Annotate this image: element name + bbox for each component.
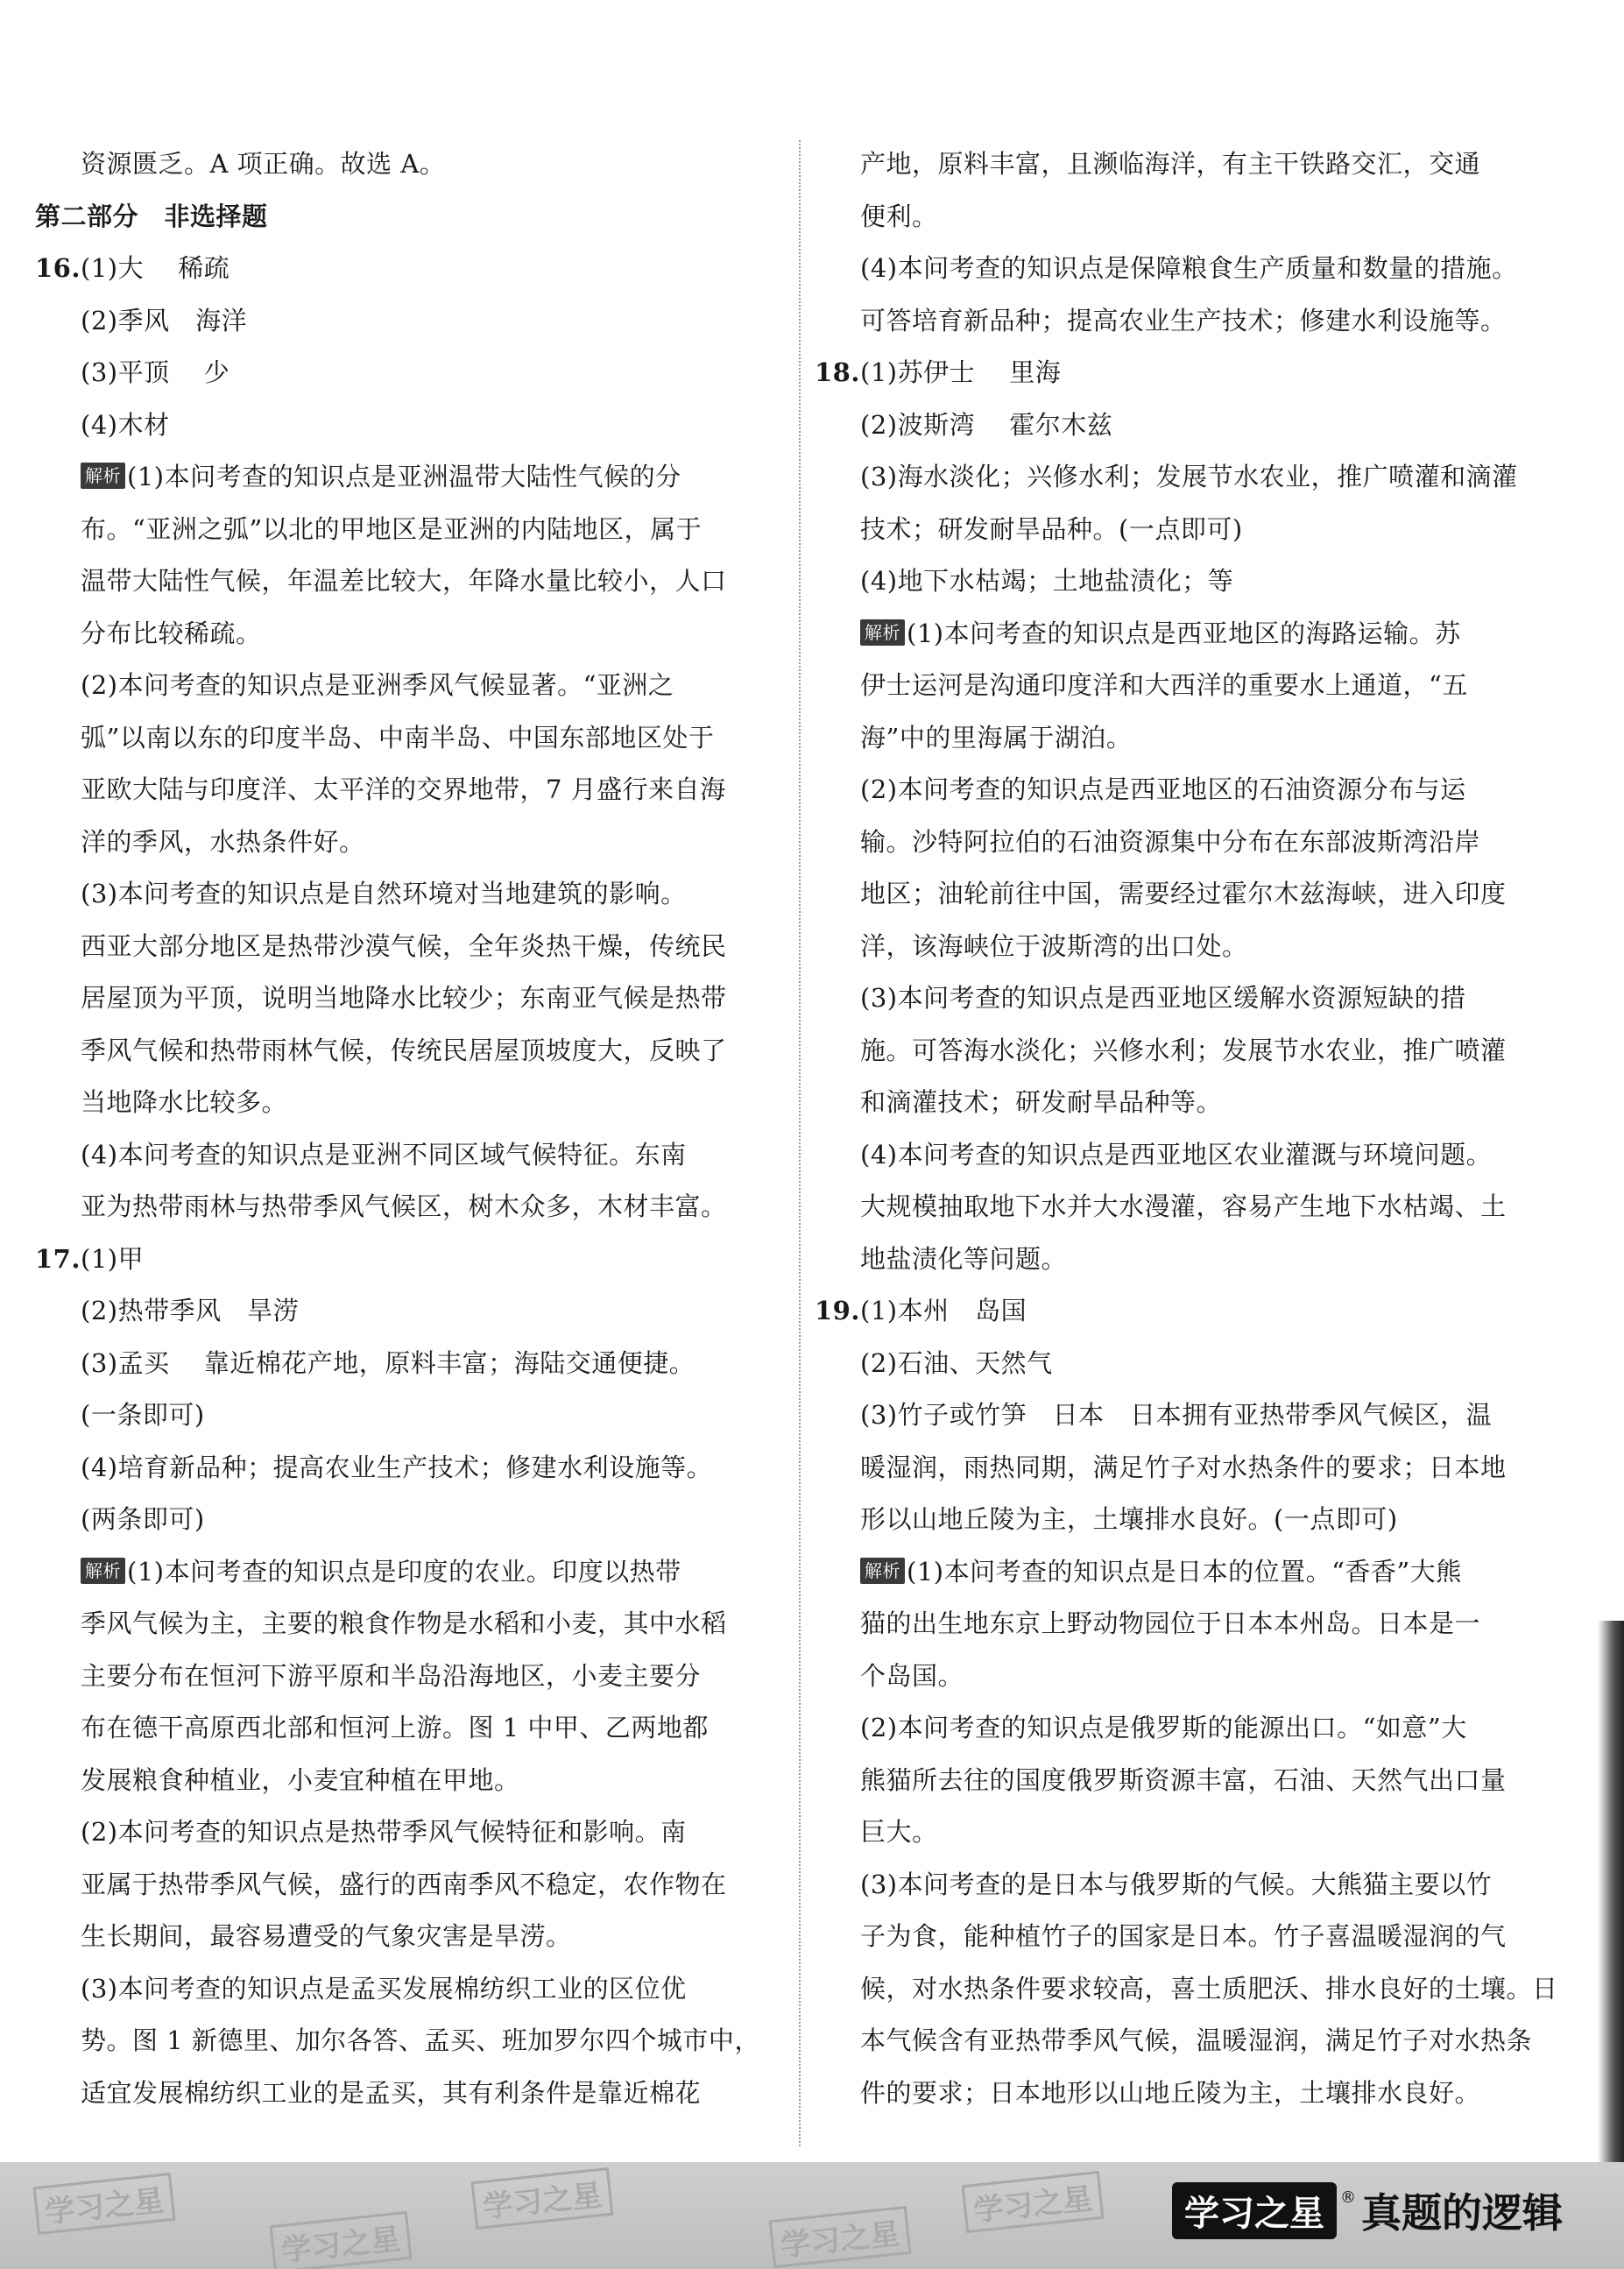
question-number: 16. bbox=[35, 253, 81, 283]
text-line: (3)竹子或竹笋 日本 日本拥有亚热带季风气候区，温 bbox=[860, 1400, 1493, 1430]
text-line: (2)本问考查的知识点是亚洲季风气候显著。“亚洲之 bbox=[81, 670, 674, 700]
answer-text: (1)苏伊士 里海 bbox=[860, 357, 1062, 387]
text-line: 地盐渍化等问题。 bbox=[860, 1243, 1068, 1274]
text-line: (3)本问考查的知识点是西亚地区缓解水资源短缺的措 bbox=[860, 983, 1466, 1013]
text-line: (2)本问考查的知识点是西亚地区的石油资源分布与运 bbox=[860, 774, 1466, 804]
text-line: (一条即可) bbox=[81, 1400, 205, 1430]
brand-logo: 学习之星 bbox=[1172, 2182, 1337, 2239]
text-line: 大规模抽取地下水并大水漫灌，容易产生地下水枯竭、土 bbox=[860, 1191, 1507, 1221]
text-line: 和滴灌技术；研发耐旱品种等。 bbox=[860, 1087, 1223, 1117]
text-line: (两条即可) bbox=[81, 1504, 205, 1534]
footer-watermark: 学习之星 bbox=[769, 2206, 912, 2268]
text-line: 洋的季风，水热条件好。 bbox=[81, 826, 365, 857]
text-line: (3)本问考查的是日本与俄罗斯的气候。大熊猫主要以竹 bbox=[860, 1869, 1493, 1899]
right-column bbox=[815, 138, 1570, 2119]
text-line: 巨大。 bbox=[860, 1817, 938, 1847]
text-line: (2)本问考查的知识点是热带季风气候特征和影响。南 bbox=[81, 1817, 687, 1847]
text-line: (4)本问考查的知识点是西亚地区农业灌溉与环境问题。 bbox=[860, 1139, 1493, 1170]
text-line: 季风气候为主，主要的粮食作物是水稻和小麦，其中水稻 bbox=[81, 1608, 727, 1638]
section-heading bbox=[35, 191, 790, 244]
analysis-text: (1)本问考查的知识点是印度的农业。印度以热带 bbox=[127, 1556, 681, 1587]
text-line: (3)孟买 靠近棉花产地，原料丰富；海陆交通便捷。 bbox=[81, 1347, 695, 1378]
text-line: (2)波斯湾 霍尔木兹 bbox=[860, 409, 1113, 440]
text-line: 亚欧大陆与印度洋、太平洋的交界地带，7 月盛行来自海 bbox=[81, 774, 726, 804]
analysis-line bbox=[35, 451, 790, 504]
question-number: 18. bbox=[815, 357, 860, 387]
text-line: 熊猫所去往的国度俄罗斯资源丰富，石油、天然气出口量 bbox=[860, 1764, 1507, 1795]
page-edge-shadow bbox=[1598, 1621, 1624, 2181]
text-line: 候，对水热条件要求较高，喜土质肥沃、排水良好的土壤。日 bbox=[860, 1973, 1558, 2004]
continued-text-line: 资源匮乏。A 项正确。故选 A。 bbox=[81, 149, 446, 179]
answer-text: (1)大 稀疏 bbox=[81, 253, 230, 283]
footer-watermark: 学习之星 bbox=[33, 2173, 176, 2235]
analysis-tag: 解析 bbox=[81, 463, 125, 489]
text-line: 形以山地丘陵为主，土壤排水良好。(一点即可) bbox=[860, 1504, 1398, 1534]
text-line: 便利。 bbox=[860, 201, 938, 231]
brand-slogan: 真题的逻辑 bbox=[1361, 2189, 1563, 2237]
text-line: 技术；研发耐旱品种。(一点即可) bbox=[860, 513, 1243, 544]
text-line: 暖湿润，雨热同期，满足竹子对水热条件的要求；日本地 bbox=[860, 1452, 1507, 1482]
text-line: 分布比较稀疏。 bbox=[81, 618, 262, 648]
analysis-text: (1)本问考查的知识点是亚洲温带大陆性气候的分 bbox=[127, 462, 681, 491]
footer-band bbox=[0, 2162, 1624, 2269]
text-line: 势。图 1 新德里、加尔各答、孟买、班加罗尔四个城市中， bbox=[81, 2025, 760, 2055]
text-line: 海”中的里海属于湖泊。 bbox=[860, 722, 1133, 753]
analysis-tag: 解析 bbox=[860, 1558, 905, 1584]
answer-text: (1)本州 岛国 bbox=[860, 1296, 1027, 1325]
text-line: (3)本问考查的知识点是自然环境对当地建筑的影响。 bbox=[81, 879, 687, 908]
text-line: 发展粮食种植业，小麦宜种植在甲地。 bbox=[81, 1764, 520, 1795]
footer-watermark: 学习之星 bbox=[471, 2167, 614, 2230]
text-line: 产地，原料丰富，且濒临海洋，有主干铁路交汇，交通 bbox=[860, 149, 1481, 179]
analysis-line bbox=[35, 1546, 790, 1599]
text-line: 子为食，能种植竹子的国家是日本。竹子喜温暖湿润的气 bbox=[860, 1921, 1507, 1951]
text-line: 布在德干高原西北部和恒河上游。图 1 中甲、乙两地都 bbox=[81, 1713, 709, 1742]
text-line: 伊士运河是沟通印度洋和大西洋的重要水上通道，“五 bbox=[860, 670, 1468, 700]
text-line: 地区；油轮前往中国，需要经过霍尔木兹海峡，进入印度 bbox=[860, 879, 1507, 908]
question-number: 19. bbox=[815, 1296, 860, 1325]
text-line: 季风气候和热带雨林气候，传统民居屋顶坡度大，反映了 bbox=[81, 1035, 727, 1065]
brand-logo-group bbox=[1172, 2181, 1563, 2239]
text-line: (2)季风 海洋 bbox=[81, 305, 248, 336]
text-line: 适宜发展棉纺织工业的是孟买，其有利条件是靠近棉花 bbox=[81, 2077, 702, 2108]
question-answer-line bbox=[815, 347, 1570, 399]
text-line: (4)本问考查的知识点是保障粮食生产质量和数量的措施。 bbox=[860, 253, 1518, 283]
question-answer-line bbox=[815, 1285, 1570, 1338]
question-answer-line bbox=[35, 243, 790, 295]
text-line: (4)木材 bbox=[81, 409, 170, 440]
text-line: (3)海水淡化；兴修水利；发展节水农业，推广喷灌和滴灌 bbox=[860, 462, 1518, 491]
text-line: 布。“亚洲之弧”以北的甲地区是亚洲的内陆地区，属于 bbox=[81, 513, 703, 544]
text-line: (2)石油、天然气 bbox=[860, 1347, 1053, 1378]
analysis-tag: 解析 bbox=[81, 1558, 125, 1584]
analysis-text: (1)本问考查的知识点是日本的位置。“香香”大熊 bbox=[907, 1556, 1462, 1587]
text-line: (2)本问考查的知识点是俄罗斯的能源出口。“如意”大 bbox=[860, 1713, 1467, 1742]
text-line: (4)培育新品种；提高农业生产技术；修建水利设施等。 bbox=[81, 1452, 713, 1482]
text-line: (2)热带季风 旱涝 bbox=[81, 1296, 300, 1325]
text-line: 施。可答海水淡化；兴修水利；发展节水农业，推广喷灌 bbox=[860, 1035, 1507, 1065]
text-line: (3)本问考查的知识点是孟买发展棉纺织工业的区位优 bbox=[81, 1973, 687, 2004]
text-line: 件的要求；日本地形以山地丘陵为主，土壤排水良好。 bbox=[860, 2077, 1481, 2108]
question-answer-line bbox=[35, 1233, 790, 1286]
footer-watermark: 学习之星 bbox=[270, 2211, 413, 2269]
footer-watermark: 学习之星 bbox=[962, 2171, 1105, 2233]
analysis-line bbox=[815, 608, 1570, 661]
text-line: 生长期间，最容易遭受的气象灾害是旱涝。 bbox=[81, 1921, 572, 1951]
text-line: 个岛国。 bbox=[860, 1660, 964, 1691]
analysis-text: (1)本问考查的知识点是西亚地区的海路运输。苏 bbox=[907, 618, 1461, 648]
text-line: 可答培育新品种；提高农业生产技术；修建水利设施等。 bbox=[860, 305, 1507, 336]
text-line: 西亚大部分地区是热带沙漠气候，全年炎热干燥，传统民 bbox=[81, 930, 727, 961]
text-line: (4)地下水枯竭；土地盐渍化；等 bbox=[860, 566, 1234, 596]
text-line: 主要分布在恒河下游平原和半岛沿海地区，小麦主要分 bbox=[81, 1660, 702, 1691]
question-number: 17. bbox=[35, 1243, 81, 1274]
text-line: 温带大陆性气候，年温差比较大，年降水量比较小，人口 bbox=[81, 566, 727, 596]
text-line: 当地降水比较多。 bbox=[81, 1087, 288, 1117]
text-line: 猫的出生地东京上野动物园位于日本本州岛。日本是一 bbox=[860, 1608, 1481, 1638]
text-line: 洋，该海峡位于波斯湾的出口处。 bbox=[860, 930, 1248, 961]
analysis-tag: 解析 bbox=[860, 619, 905, 646]
text-line: 输。沙特阿拉伯的石油资源集中分布在东部波斯湾沿岸 bbox=[860, 826, 1481, 857]
registered-mark: ® bbox=[1340, 2188, 1356, 2207]
text-line: 亚属于热带季风气候，盛行的西南季风不稳定，农作物在 bbox=[81, 1869, 727, 1899]
text-line: 本气候含有亚热带季风气候，温暖湿润，满足竹子对水热条 bbox=[860, 2025, 1533, 2055]
text-line: 亚为热带雨林与热带季风气候区，树木众多，木材丰富。 bbox=[81, 1191, 727, 1221]
text-line: (4)本问考查的知识点是亚洲不同区域气候特征。东南 bbox=[81, 1139, 687, 1170]
text-line: 弧”以南以东的印度半岛、中南半岛、中国东部地区处于 bbox=[81, 722, 715, 753]
section-heading-text: 第二部分 非选择题 bbox=[35, 201, 268, 231]
answer-text: (1)甲 bbox=[81, 1243, 145, 1274]
analysis-line bbox=[815, 1546, 1570, 1599]
text-line: (3)平顶 少 bbox=[81, 357, 230, 387]
text-line: 居屋顶为平顶，说明当地降水比较少；东南亚气候是热带 bbox=[81, 983, 727, 1013]
column-divider bbox=[799, 140, 801, 2146]
left-column bbox=[35, 138, 790, 2119]
